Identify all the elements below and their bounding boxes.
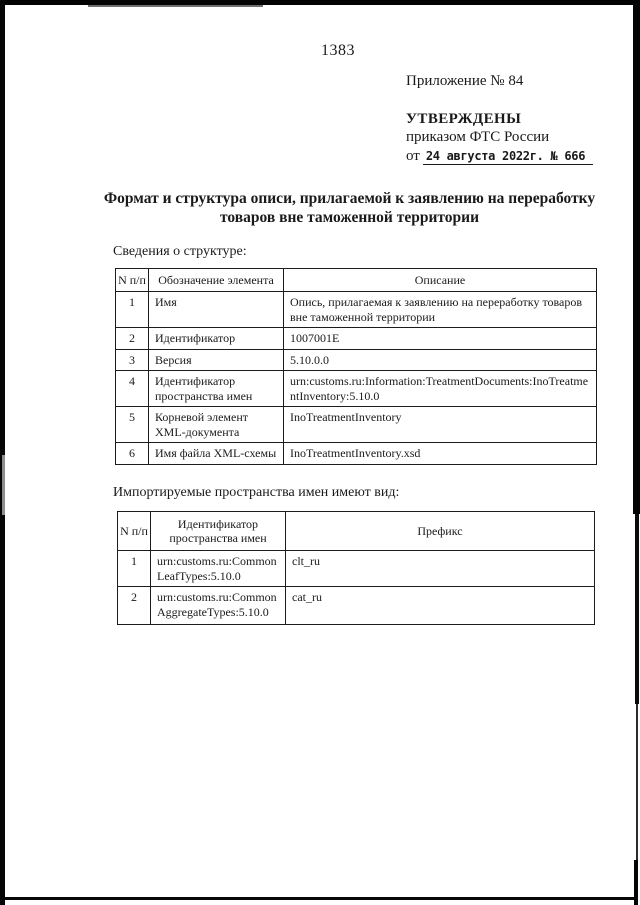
description-cell: 1007001E bbox=[284, 328, 597, 350]
element-name-cell: Имя файла XML-схемы bbox=[149, 443, 284, 465]
table-header-row bbox=[118, 512, 595, 551]
description-cell: InoTreatmentInventory.xsd bbox=[284, 443, 597, 465]
table-row bbox=[116, 349, 597, 371]
scan-artifact-top-gray bbox=[88, 5, 263, 7]
prefix-cell: cat_ru bbox=[286, 587, 595, 625]
element-name-cell: Имя bbox=[149, 292, 284, 328]
column-header-element: Обозначение элемента bbox=[149, 269, 284, 292]
element-name-cell: Идентификатор bbox=[149, 328, 284, 350]
element-name-cell: Корневой элемент XML-документа bbox=[149, 407, 284, 443]
table-row bbox=[118, 587, 595, 625]
table-row bbox=[118, 551, 595, 587]
order-date-prefix: от bbox=[406, 147, 420, 164]
document-title: Формат и структура описи, прилагаемой к заявлению на переработку товаров вне таможенной территории bbox=[103, 190, 596, 226]
row-number-cell: 3 bbox=[116, 349, 149, 371]
column-header-namespace: Идентификатор пространства имен bbox=[151, 512, 286, 551]
structure-table bbox=[115, 268, 597, 465]
description-cell: InoTreatmentInventory bbox=[284, 407, 597, 443]
element-name-cell: Версия bbox=[149, 349, 284, 371]
description-cell: Опись, прилагаемая к заявлению на переработку товаров вне таможенной территории bbox=[284, 292, 597, 328]
row-number-cell: 2 bbox=[116, 328, 149, 350]
table-row bbox=[116, 371, 597, 407]
scan-artifact-right-top bbox=[633, 4, 640, 514]
scan-artifact-right-thin bbox=[636, 704, 638, 864]
column-header-prefix: Префикс bbox=[286, 512, 595, 551]
order-date-line bbox=[406, 147, 593, 166]
page-number: 1383 bbox=[321, 42, 355, 59]
namespaces-section-label: Импортируемые пространства имен имеют вид: bbox=[113, 485, 400, 500]
row-number-cell: 1 bbox=[118, 551, 151, 587]
column-header-description: Описание bbox=[284, 269, 597, 292]
structure-section-label: Сведения о структуре: bbox=[113, 244, 247, 259]
row-number-cell: 1 bbox=[116, 292, 149, 328]
approval-block bbox=[406, 72, 593, 165]
table-header-row bbox=[116, 269, 597, 292]
row-number-cell: 5 bbox=[116, 407, 149, 443]
row-number-cell: 2 bbox=[118, 587, 151, 625]
column-header-number: N п/п bbox=[116, 269, 149, 292]
row-number-cell: 6 bbox=[116, 443, 149, 465]
namespace-cell: urn:customs.ru:CommonAggregateTypes:5.10.0 bbox=[151, 587, 286, 625]
column-header-number: N п/п bbox=[118, 512, 151, 551]
namespace-cell: urn:customs.ru:CommonLeafTypes:5.10.0 bbox=[151, 551, 286, 587]
table-row bbox=[116, 292, 597, 328]
approved-label: УТВЕРЖДЕНЫ bbox=[406, 110, 522, 127]
table-row bbox=[116, 407, 597, 443]
row-number-cell: 4 bbox=[116, 371, 149, 407]
scan-artifact-left bbox=[0, 0, 5, 905]
order-date-value: 24 августа 2022г. № 666 bbox=[423, 149, 593, 165]
description-cell: urn:customs.ru:Information:TreatmentDocuments:InoTreatmentInventory:5.10.0 bbox=[284, 371, 597, 407]
approved-by-label: приказом ФТС России bbox=[406, 129, 550, 145]
scan-artifact-bottom bbox=[5, 897, 638, 900]
scan-artifact-left-gray bbox=[2, 455, 5, 515]
appendix-label: Приложение № 84 bbox=[406, 73, 524, 89]
namespaces-table bbox=[117, 511, 595, 625]
description-cell: 5.10.0.0 bbox=[284, 349, 597, 371]
element-name-cell: Идентификатор пространства имен bbox=[149, 371, 284, 407]
table-row bbox=[116, 443, 597, 465]
prefix-cell: clt_ru bbox=[286, 551, 595, 587]
table-row bbox=[116, 328, 597, 350]
scan-artifact-right-mid bbox=[635, 514, 639, 704]
